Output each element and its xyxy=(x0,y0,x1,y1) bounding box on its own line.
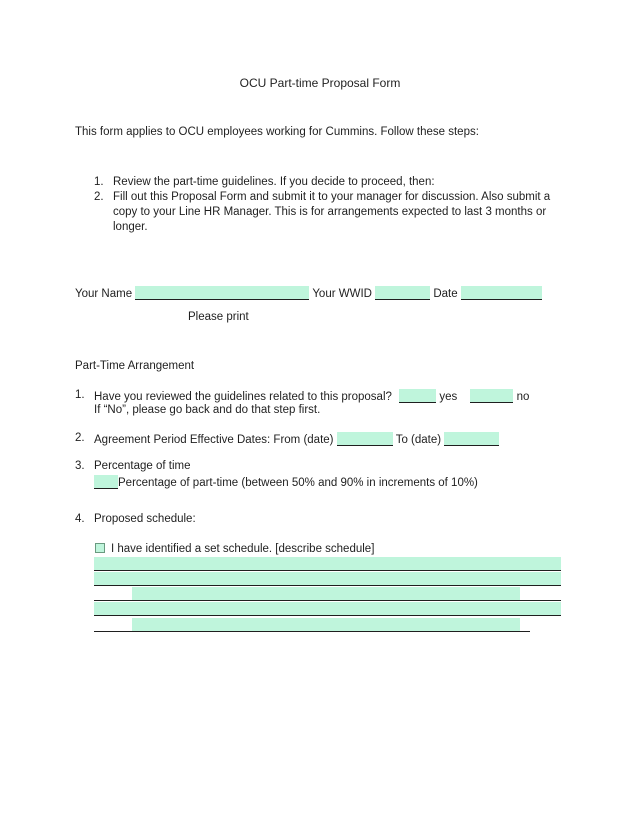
section-heading: Part-Time Arrangement xyxy=(75,360,195,372)
q1-no-field[interactable] xyxy=(470,389,513,403)
q2-number: 2. xyxy=(75,432,85,444)
print-note: Please print xyxy=(188,311,249,323)
q1-note: If “No”, please go back and do that step first. xyxy=(94,404,321,416)
wwid-label: Your WWID xyxy=(312,288,372,300)
identity-row xyxy=(75,286,542,300)
schedule-checkbox[interactable] xyxy=(95,543,105,553)
intro-text: This form applies to OCU employees working for Cummins. Follow these steps: xyxy=(75,126,479,138)
date-field[interactable] xyxy=(461,286,542,300)
q1-yes-field[interactable] xyxy=(399,389,436,403)
schedule-checkbox-row xyxy=(95,543,374,555)
schedule-line[interactable] xyxy=(94,557,561,570)
schedule-line[interactable] xyxy=(94,602,561,615)
schedule-line[interactable] xyxy=(94,572,561,585)
schedule-line[interactable] xyxy=(94,618,530,631)
step-2-line-3: longer. xyxy=(113,221,148,233)
q1-text: Have you reviewed the guidelines related to this proposal? xyxy=(94,391,392,403)
q4-number: 4. xyxy=(75,513,85,525)
step-2-line-1: Fill out this Proposal Form and submit it to your manager for discussion. Also submit a xyxy=(113,191,551,203)
q2-row xyxy=(94,432,499,446)
form-title: OCU Part-time Proposal Form xyxy=(239,76,401,90)
q1-no-label: no xyxy=(516,391,530,403)
step-2-number: 2. xyxy=(94,191,104,203)
q2-to-field[interactable] xyxy=(444,432,499,446)
name-field[interactable] xyxy=(135,286,309,300)
q2-from-label: From (date) xyxy=(273,434,334,446)
schedule-line[interactable] xyxy=(94,587,561,600)
q4-label: Proposed schedule: xyxy=(94,513,196,525)
q3-label: Percentage of time xyxy=(94,460,191,472)
step-2-line-2: copy to your Line HR Manager. This is for arrangements expected to last 3 months or xyxy=(113,206,547,218)
q1-row xyxy=(94,389,529,403)
q3-number: 3. xyxy=(75,460,85,472)
schedule-checkbox-label: I have identified a set schedule. [describe schedule] xyxy=(111,543,375,555)
step-1-text: Review the part-time guidelines. If you decide to proceed, then: xyxy=(113,176,435,188)
q2-to-label: To (date) xyxy=(395,434,442,446)
name-label: Your Name xyxy=(75,288,133,300)
q2-from-field[interactable] xyxy=(337,432,393,446)
step-1-number: 1. xyxy=(94,176,104,188)
q1-yes-label: yes xyxy=(439,391,458,403)
q2-label: Agreement Period Effective Dates: xyxy=(94,434,271,446)
wwid-field[interactable] xyxy=(375,286,430,300)
date-label: Date xyxy=(433,288,458,300)
q3-row xyxy=(94,475,478,489)
q3-text: Percentage of part-time (between 50% and 90% in increments of 10%) xyxy=(118,477,478,489)
q3-percent-field[interactable] xyxy=(94,475,118,489)
q1-number: 1. xyxy=(75,389,85,401)
